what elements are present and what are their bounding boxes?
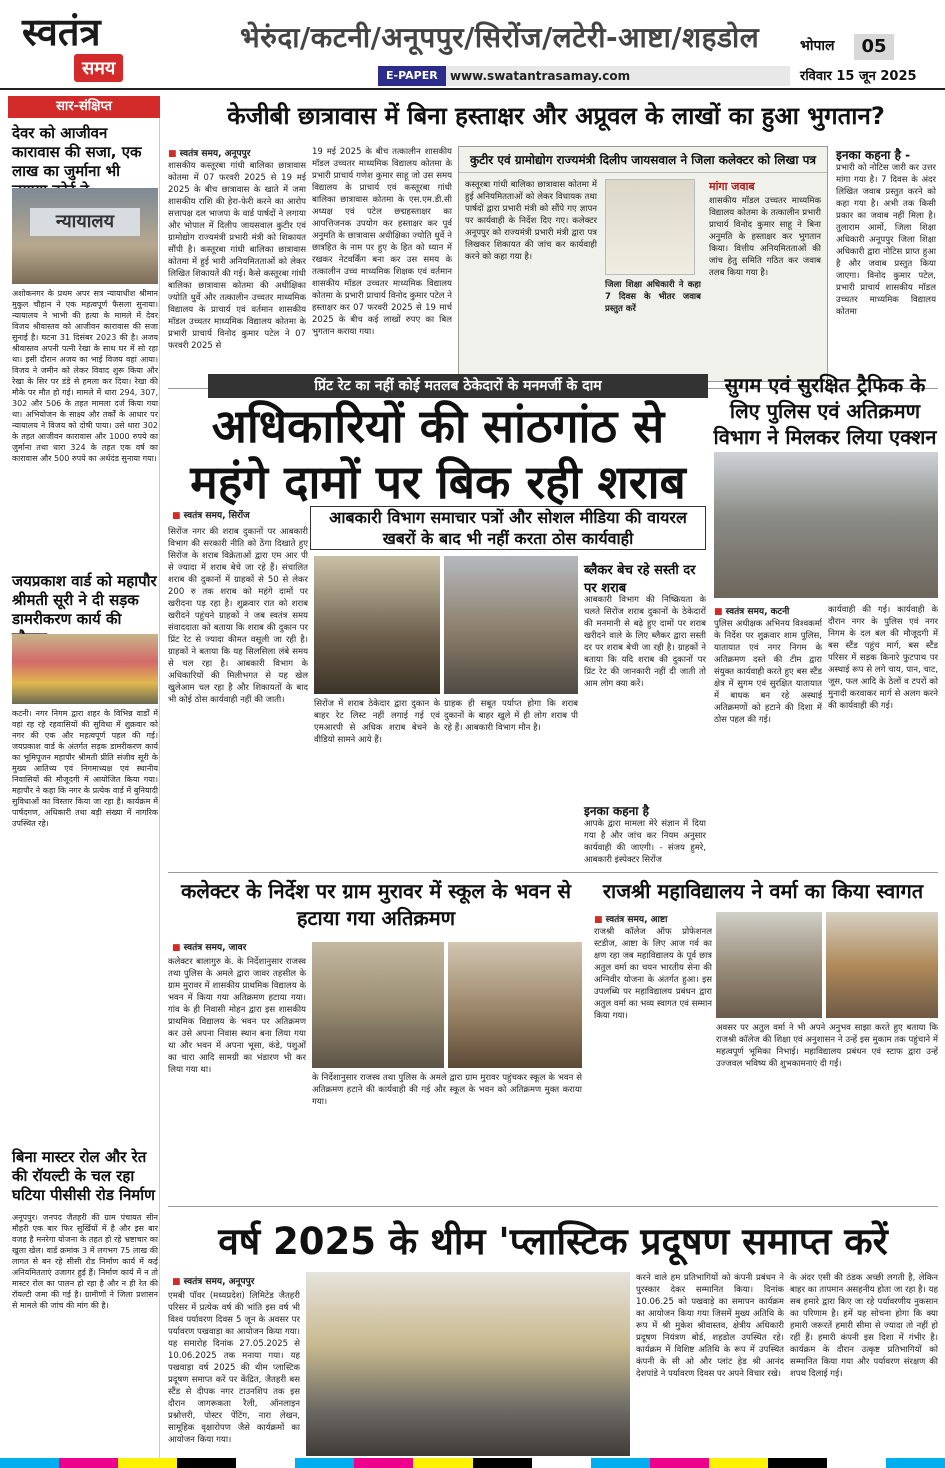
story-headline[interactable] bbox=[168, 398, 708, 510]
story-column: 19 मई 2025 के बीच तत्कालीन शासकीय मॉडल उच्चतर माध्यमिक विद्यालय कोतमा के प्रभारी प्राचार्य गणेश कुमार साहू जो उस समय विद्यालय के प्राचार्य एवं कस्तूरबा गांधी बालिका छात्रावास कोतमा के एस.एम.डी.सी अध्यक्ष एवं पटेल छद्महस्ताक्षर का आपत्तिजनक उपयोग कर हस्ताक्षर कर पूर्व अनुमति के छात्रावास अधीक्षिका ज्योति धुर्वे ने छात्रहित के नाम पर हुए के हित को ध्यान में रखकर नेटवर्किंग बना कर उस समय के तत्कालीन उच्च माध्यमिक शिक्षक एवं वर्तमान शासकीय मॉडल उच्चतर माध्यमिक विद्यालय कोतमा के प्रभारी प्राचार्य विनोद कुमार पटेल ने हस्ताक्षर कर 07 फरवरी 2025 से 19 मार्च 2025 के बीच कई लाखों रुपए का बिल भुगतान कराया गया। bbox=[312, 147, 452, 337]
left-news-column bbox=[8, 96, 160, 1460]
story-column: सिरोंज नगर की शराब दुकानों पर आबकारी विभाग की सरकारी नीति को ठेंगा दिखाते हुए सिरोंज के शराब विक्रेताओं द्वारा एम आर पी से ज्यादा में शराब बेचे जा रहे हैं। संचालित शराब की दुकानों में ग्राहकों से 50 से लेकर 200 रु तक शराब को महंगे दामों पर खरीदना पड़ रहा है। शुक्रवार रात को शराब खरीदने पहुंचने ग्राहकों ने जब स्वतंत्र समय संवाददाता को बताया कि शराब की दुकान पर प्रिंट रेट से ज्यादा कीमत वसूली जा रही है। ग्राहकों ने बताया कि यह सिलसिला लंबे समय से चल रहा है। आबकारी विभाग के अधिकारियों की मिलीभगत से यह खेल खुलेआम चल रहा है और शिकायतों के बाद भी कोई ठोस कार्यवाही नहीं की जाती। bbox=[168, 527, 308, 705]
court-sign-text: न्यायालय bbox=[30, 208, 140, 236]
divider bbox=[168, 872, 938, 873]
photo-caption: के निर्देशानुसार राजस्व तथा पुलिस के अमले द्वारा ग्राम मुरावर पहुंचकर स्कूल के भवन से अतिक्रमण हटाने की कार्यवाही की गई और स्कूल के भवन को अतिक्रमण मुक्त कराया गया। bbox=[312, 1073, 582, 1107]
epaper-badge[interactable]: E-PAPER bbox=[378, 66, 446, 86]
logo-bottom-text: समय bbox=[74, 54, 123, 82]
story-body: अशोकनगर के प्रथम अपर सत्र न्यायाधीश श्रीमान मुकुल चौहान ने एक महत्वपूर्ण फैसला सुनाया। न्यायालय ने भाभी की हत्या के मामले में देवर विजय श्रीवास्तव को आजीवन कारावास की सजा सुनाई है। घटना 31 दिसंबर 2023 की है। अजय श्रीवास्तव अपनी पत्नी रेखा के साथ घर में सो रहा था। इसी दौरान अजय का भाई विजय वहां आया। विजय ने जमीन को लेकर विवाद शुरू किया और रेखा के सिर पर डंडे से हमला कर दिया। रेखा की मौके पर मौत हो गई। मामले में धारा 294, 307, 302 और 506 के तहत मामला दर्ज किया गया था। अभियोजन के साक्ष्य और तर्कों के आधार पर न्यायालय ने विजय को दोषी पाया। उसे धारा 302 के तहत आजीवन कारावास और 1000 रुपये का जुर्माना तथा धारा 324 के तहत एक वर्ष का कारावास और 500 रुपये का अर्थदंड सुनाया गया। bbox=[12, 289, 158, 463]
story-headline[interactable]: जयप्रकाश वार्ड को महापौर श्रीमती सूरी ने दी सड़क डामरीकरण कार्य की bbox=[12, 572, 157, 628]
opinion-text: प्रभारी को नोटिस जारी कर उत्तर मांगा गया है। 7 दिवस के अंदर लिखित जवाब प्रस्तुत करने को कहा गया है। अभी तक किसी प्रकार का जवाब नहीं मिला है। तुलाराम आर्मो, जिला शिक्षा अधिकारी अनूपपुर जिला शिक्षा अधिकारी द्वारा नोटिस प्राप्त हुआ है और जवाब प्रस्तुत किया जाएगा। विनोद कुमार पटेल, प्रभारी प्राचार्य शासकीय मॉडल उच्चतर माध्यमिक विद्यालय कोतमा bbox=[836, 163, 936, 317]
logo-top-text: स्वतंत्र bbox=[22, 9, 101, 54]
story-column: राजश्री कॉलेज ऑफ प्रोफेशनल स्टडीज, आष्टा के लिए आज गर्व का क्षण रहा जब महाविद्यालय के पूर्व छात्र अतुल वर्मा का चयन भारतीय सेना की अग्निवीर योजना के अंतर्गत हुआ। इस उपलब्धि पर महाविद्यालय प्रबंधन द्वारा अतुल वर्मा का भव्य स्वागत एवं सम्मान किया गया। bbox=[594, 927, 712, 1021]
photo-caption: अवसर पर अतुल वर्मा ने भी अपने अनुभव साझा करते हुए बताया कि राजश्री कॉलेज की शिक्षा एवं अनुशासन ने उन्हें इस मुकाम तक पहुंचाने में महत्वपूर्ण भूमिका निभाई। महाविद्यालय प्रबंधन एवं स्टाफ द्वारा उन्हें उज्जवल भविष्य की शुभकामनाएं दी गईं। bbox=[716, 1023, 938, 1069]
box-subtitle: मांगा जवाब bbox=[709, 180, 755, 193]
edition-cities: भेरुंदा/कटनी/अनूपपुर/सिरोंज/लटेरी-आष्टा/शहडोल bbox=[240, 21, 760, 54]
highlight-box bbox=[458, 146, 828, 382]
masthead bbox=[0, 0, 945, 90]
story-headline[interactable]: राजश्री महाविद्यालय ने वर्मा का किया स्वागत bbox=[602, 879, 924, 903]
issue-date: रविवार 15 जून 2025 bbox=[800, 69, 917, 84]
story-byline: ■ स्वतंत्र समय, अनूपपुर bbox=[168, 146, 250, 159]
letter-document-image bbox=[605, 179, 695, 275]
story-headline[interactable]: केजीबी छात्रावास में बिना हस्ताक्षर और अप्रूवल के लाखों का हुआ भुगतान? bbox=[227, 102, 885, 130]
opinion-text: आपके द्वारा मामला मेरे संज्ञान में दिया गया है और जांच कर नियम अनुसार कार्यवाही की जाएगी। - संजय हुमरे, आबकारी इंस्पेक्टर सिरोंज bbox=[584, 819, 706, 865]
story-column: करने वाले हम प्रतिभागियों को कंपनी प्रबंधन ने पुरस्कार देकर सम्मानित किया। दिनांक 10.06.25 को पखवाड़े का समापन कार्यक्रम का आयोजन किया गया जिसमें मुख्य अतिथि के रूप में श्री मुकेश श्रीवास्तव, क्षेत्रीय अधिकारी प्रदूषण नियंत्रण बोर्ड, शहडोल उपस्थित रहे। कार्यक्रम में विशिष्ट अतिथि के रूप में उपस्थित कंपनी के सी ओ और प्लांट हेड श्री आनंद देशपांडे ने पर्यावरण दिवस पर अपने विचार रखे। bbox=[636, 1273, 784, 1379]
story-byline: ■ स्वतंत्र समय, अनूपपुर bbox=[172, 1274, 254, 1287]
story-subheadline: आबकारी विभाग समाचार पत्रों और सोशल मीडिया की वायरल खबरों के बाद भी नहीं करता ठोस कार्यवाही bbox=[310, 506, 706, 550]
section-label: सार-संक्षिप्त bbox=[8, 96, 160, 118]
box-headline: कुटीर एवं ग्रामोद्योग राज्यमंत्री दिलीप जायसवाल ने जिला कलेक्टर को लिखा पत्र bbox=[459, 147, 827, 173]
story-column: एमबी पॉवर (मध्यप्रदेश) लिमिटेड जैतहरी परिसर में प्रत्येक वर्ष की भांति इस वर्ष भी विश्व पर्यावरण दिवस 5 जून के अवसर पर पर्यावरण पखवाड़ा का आयोजन किया गया। यह समारोह दिनांक 27.05.2025 से 10.06.2025 तक मनाया गया। यह पखवाड़ा वर्ष 2025 की थीम प्लास्टिक प्रदूषण समाप्त करें पर केंद्रित, जैतहरी बस स्टैंड से दीपक नगर टाउनशिप तक इस दौरान जागरूकता रैली, ऑनलाइन प्रश्नोत्तरी, पोस्टर पेंटिंग, नारा लेखन, सामूहिक वृक्षारोपण जैसे कार्यक्रमों का आयोजन किया गया। bbox=[168, 1291, 300, 1445]
edition-city: भोपाल bbox=[800, 38, 835, 54]
box-column: शासकीय मॉडल उच्चतर माध्यमिक विद्यालय कोतमा के तत्कालीन प्रभारी प्राचार्य विनोद कुमार साहू ने बिना अनुमति के हस्ताक्षर कर भुगतान किया। वित्तीय अनियमितताओं की जांच हेतु समिति गठित कर जवाब तलब किया गया है। bbox=[709, 196, 821, 278]
print-color-bar bbox=[0, 1458, 945, 1468]
photo-caption: ग्राहक ही सबूत पर्याप्त होगा कि शराब दुकानों के बाहर खुले में ही लोग शराब पी रहे हैं। आबकारी विभाग मौन है। bbox=[444, 699, 578, 733]
story-byline: ■ स्वतंत्र समय, जावर bbox=[172, 940, 246, 953]
felicitation-photo-2 bbox=[826, 912, 938, 1018]
event-photo bbox=[306, 1272, 630, 1456]
document-caption: जिला शिक्षा अधिकारी ने कहा 7 दिवस के भीतर जवाब प्रस्तुत करें bbox=[605, 280, 701, 314]
box-text: आबकारी विभाग की निष्क्रियता के चलते सिरोंज शराब दुकानों के ठेकेदारों की मनमानी से बढ़े हुए दामों पर शराब खरीदने वाले के लिए ब्लैकर द्वारा सस्ती दर पर शराब बेची जा रही है। ग्राहकों ने बताया कि यदि शराब की दुकानों पर प्रिंट रेट की जानकारी नहीं दी जाती तो आम लोग क्या करें। bbox=[584, 595, 706, 689]
story-headline[interactable]: सुगम एवं सुरक्षित ट्रैफिक के लिए पुलिस एवं अतिक्रमण विभाग ने मिलकर लिया एक्शन bbox=[713, 373, 937, 449]
story-body: अनूपपुर। जनपद जैतहरी की ग्राम पंचायत सीन मौहरी एक बार फिर सुर्खियों में है और इस बार वजह है मनरेगा योजना के तहत हो रहे भ्रष्टाचार का खुला खेल। वार्ड क्रमांक 3 में लगभग 75 लाख की लागत से बन रहे सीसी रोड निर्माण कार्य में कई अनियमितताएं उजागर हुई हैं। निर्माण कार्य में न तो मास्टर रोल का पालन हो रहा है और न ही रेत की रॉयल्टी जमा की गई है। ग्रामीणों ने जिला प्रशासन से मामले की जांच की मांग की है। bbox=[12, 1213, 158, 1310]
event-photo bbox=[12, 634, 158, 704]
story-strapline: प्रिंट रेट का नहीं कोई मतलब ठेकेदारों के मनमर्जी के दाम bbox=[208, 374, 708, 398]
shop-photo-2 bbox=[444, 556, 578, 694]
building-photo-2 bbox=[448, 942, 582, 1068]
felicitation-photo-1 bbox=[716, 912, 822, 1018]
story-headline[interactable]: देवर को आजीवन कारावास की सजा, एक लाख का जुर्माना भी bbox=[12, 124, 142, 180]
story-column: शासकीय कस्तूरबा गांधी बालिका छात्रावास कोतमा में 07 फरवरी 2025 से 19 मई 2025 के बीच छात्रावास के खाते में जमा शासकीय राशि की हेरा-फेरी करने का आरोप सत्तापक्ष दल भाजपा के वार्ड पार्षदों ने लगाया और भोपाल में दिलीप जायसवाल कुटीर एवं ग्रामोद्योग राज्यमंत्री प्रभारी मंत्री को शिकायत सौंपी है। कस्तूरबा गांधी बालिका छात्रावास कोतमा में हुई भारी अनियमितताओं को लेकर लिखित शिकायतें की गई। कैसे कस्तूरबा गांधी बालिका छात्रावास कोतमा की अधीक्षिका ज्योति धुर्वे और तत्कालीन उच्चतर माध्यमिक विद्यालय के प्राचार्य एवं वर्तमान शासकीय मॉडल उच्चतर माध्यमिक विद्यालय कोतमा के प्रभारी प्राचार्य विनोद कुमार पटेल ने 07 फरवरी 2025 से bbox=[168, 161, 306, 351]
story-column: के अंदर एसी की ठंडक अच्छी लगती है, लेकिन बाहर का तापमान असहनीय होता जा रहा है। यह सब हमारे द्वारा किए जा रहे पर्यावरणीय नुकसान का परिणाम है। हमें यह सोचना होगा कि क्या हमारी जरूरतें हमारी सीमा से ज्यादा तो नहीं हो रहीं हैं। हमारी कंपनी इस दिशा में गंभीर है। कार्यक्रम के दौरान उत्कृष्ट प्रतिभागियों को सम्मानित किया गया और पर्यावरण संरक्षण की शपथ दिलाई गई। bbox=[790, 1273, 938, 1379]
page-number: 05 bbox=[854, 34, 894, 60]
story-byline: ■ स्वतंत्र समय, कटनी bbox=[714, 604, 789, 617]
epaper-bar bbox=[378, 66, 790, 86]
story-headline[interactable]: बिना मास्टर रोल और रेत की रॉयल्टी के चल रहा घटिया पीसीसी रोड निर्माण bbox=[12, 1148, 155, 1204]
story-headline[interactable]: कलेक्टर के निर्देश पर ग्राम मुरावर में स्कूल के भवन से हटाया गया अतिक्रमण bbox=[181, 879, 571, 930]
story-byline: ■ स्वतंत्र समय, सिरोंज bbox=[172, 508, 250, 521]
building-photo-1 bbox=[312, 942, 444, 1068]
box-title: ब्लैकर बेच रहे सस्ती दर पर शराब bbox=[584, 563, 696, 596]
photo-caption: सिरोंज में शराब ठेकेदार द्वारा दुकान के बाहर रेट लिस्ट नहीं लगाई गई एवं एमआरपी से अधिक शराब बेचने के वीडियो सामने आये हैं। bbox=[314, 699, 440, 745]
headline-line: अधिकारियों की सांठगांठ से bbox=[211, 399, 665, 453]
story-column: कार्यवाही की गई। कार्यवाही के दौरान नगर के पुलिस एवं नगर निगम के दल बल की मौजूदगी में बस स्टैंड पहुंच मार्ग, बस स्टैंड परिसर में सड़क किनारे फुटपाथ पर अस्थाई रूप से लगे चाय, पान, चाट, जूस, फल आदि के ठेलों व टपरों को मुनादी करवाकर मार्ग से अलग करने की कार्यवाही की गई। bbox=[828, 605, 938, 711]
newspaper-logo[interactable] bbox=[22, 9, 172, 84]
divider bbox=[168, 1206, 938, 1207]
story-column: कलेक्टर बालागुरु के. के निर्देशानुसार राजस्व तथा पुलिस के अमले द्वारा जावर तहसील के ग्राम मुरावर में शासकीय प्राथमिक विद्यालय के भवन में किया गया अतिक्रमण हटाया गया। गांव के ही निवासी मोहन द्वारा इस शासकीय प्राथमिक विद्यालय के भवन पर अतिक्रमण कर उसे अपना निवास स्थान बना लिया गया था और भवन में अपना भूसा, कंडे, पशुओं का चारा आदि सामग्री का भंडारण भी कर लिया गया था। bbox=[168, 957, 306, 1075]
traffic-photo bbox=[714, 452, 938, 598]
court-photo bbox=[12, 188, 158, 284]
edition-box bbox=[800, 34, 896, 60]
story-body: कटनी। नगर निगम द्वारा शहर के विभिन्न वार्डों में वहां रह रहे रहवासियों की सुविधा में शुक्रवार को नगर की एक और महत्वपूर्ण पहल की गई। जयप्रकाश वार्ड के अंतर्गत सड़क डामरीकरण कार्य का भूमिपूजन महापौर श्रीमती प्रीति संजीव सूरी के मुख्य आतिथ्य एवं निगमाध्यक्ष एवं स्थानीय निवासियों की मौजूदगी में आयोजित किया गया। महापौर ने कहा कि नगर के प्रत्येक वार्ड में बुनियादी सुविधाओं का विस्तार किया जा रहा है। कार्यक्रम में पार्षदगण, अधिकारी तथा बड़ी संख्या में नागरिक उपस्थित रहे। bbox=[12, 709, 158, 828]
headline-line: महंगे दामों पर बिक रही शराब bbox=[190, 455, 686, 509]
story-column: पुलिस अधीक्षक अभिनय विश्वकर्मा के निर्देश पर शुक्रवार शाम पुलिस, यातायात एवं नगर निगम के अतिक्रमण दस्ते की टीम द्वारा संयुक्त कार्यवाही करते हुए बस स्टैंड क्षेत्र में सुगम एवं सुरक्षित यातायात में बाधक बन रहे अस्थाई अतिक्रमणों को हटाने की दिशा में ठोस पहल की गई। bbox=[714, 619, 822, 725]
opinion-title: इनका कहना है - bbox=[836, 148, 911, 162]
story-headline[interactable]: वर्ष 2025 के थीम 'प्लास्टिक प्रदूषण समाप्त करें bbox=[218, 1220, 888, 1263]
opinion-title: इनका कहना है bbox=[584, 804, 649, 818]
shop-photo-1 bbox=[314, 556, 440, 694]
box-column: कस्तूरबा गांधी बालिका छात्रावास कोतमा में हुई अनियमितताओं को लेकर विधायक तथा पार्षदों द्वारा प्रभारी मंत्री को सौंपे गए ज्ञापन पर कार्यवाही के निर्देश दिए गए। कलेक्टर अनूपपुर को राज्यमंत्री प्रभारी मंत्री द्वारा पत्र लिखकर शिकायत की जांच कर कार्यवाही करने को कहा गया है। bbox=[465, 180, 597, 262]
story-byline: ■ स्वतंत्र समय, आष्टा bbox=[594, 912, 667, 925]
website-link[interactable]: www.swatantrasamay.com bbox=[450, 69, 631, 83]
